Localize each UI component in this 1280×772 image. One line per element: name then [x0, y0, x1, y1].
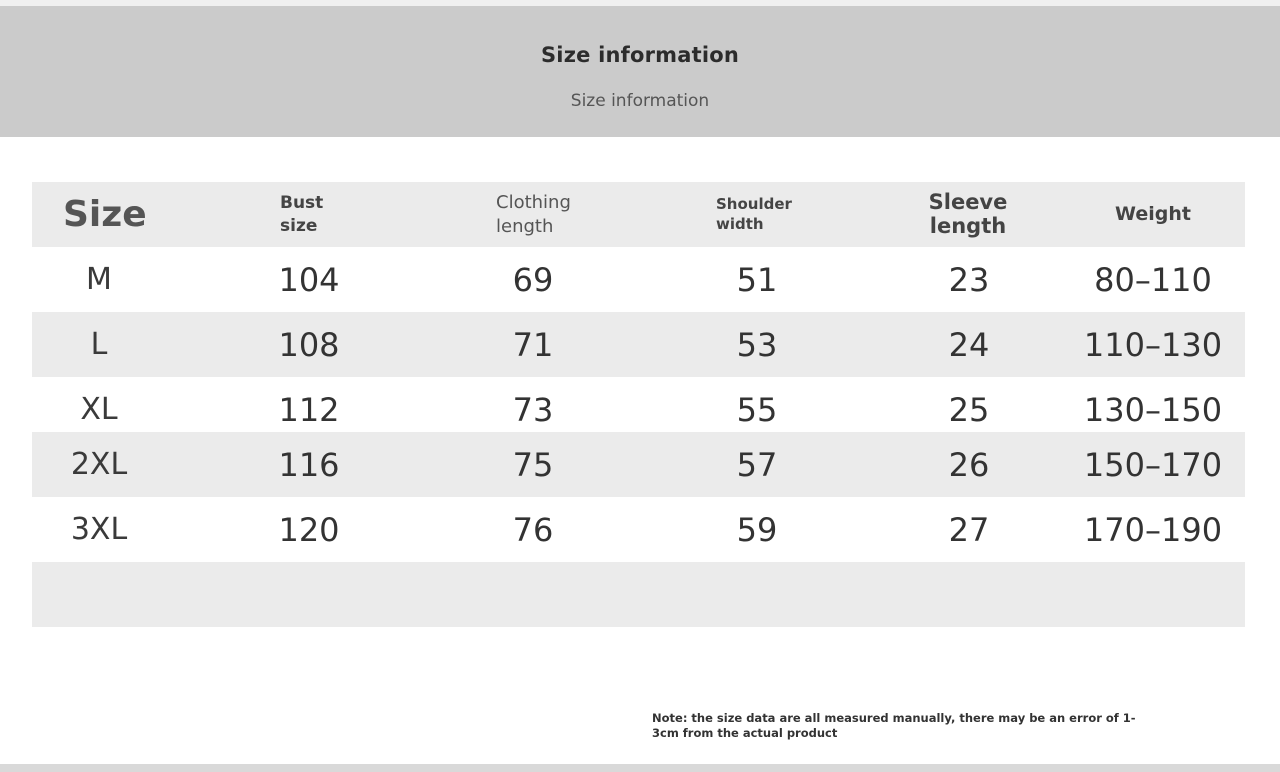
footnote: Note: the size data are all measured manually, there may be an error of 1-3cm from the actual product: [652, 711, 1136, 740]
table-row: [32, 247, 1245, 312]
col-header-shoulder-line2: width: [716, 214, 764, 233]
col-header-bust-line2: size: [280, 215, 318, 236]
table-row: [32, 497, 1245, 562]
col-header-sleeve: [908, 182, 1028, 247]
bottom-edge: [0, 764, 1280, 772]
cell-size: 2XL: [70, 447, 128, 482]
cell-clothing-length: 76: [512, 510, 554, 549]
cell-clothing-length: 75: [512, 445, 554, 484]
col-header-clothing-line1: Clothing: [496, 192, 571, 214]
col-header-clothing: [496, 182, 636, 247]
header-band: [0, 6, 1280, 137]
cell-size: 3XL: [70, 512, 128, 547]
cell-size: L: [90, 327, 108, 362]
table-row: [32, 432, 1245, 497]
cell-shoulder-width: 59: [736, 510, 778, 549]
cell-weight: 130–150: [1083, 390, 1223, 429]
cell-shoulder-width: 51: [736, 260, 778, 299]
page-subtitle: Size information: [570, 91, 710, 111]
col-header-shoulder-line1: Shoulder: [716, 195, 792, 213]
col-header-size: Size: [63, 194, 147, 235]
cell-clothing-length: 69: [512, 260, 554, 299]
size-table: [32, 182, 1245, 627]
cell-weight: 110–130: [1083, 325, 1223, 364]
page-title: Size information: [540, 43, 740, 67]
cell-bust: 112: [278, 390, 340, 429]
cell-sleeve-length: 26: [948, 445, 990, 484]
empty-table-row: [32, 562, 1245, 627]
cell-weight: 80–110: [1094, 260, 1212, 299]
cell-sleeve-length: 23: [948, 260, 990, 299]
table-row: [32, 312, 1245, 377]
cell-sleeve-length: 25: [948, 390, 990, 429]
col-header-weight: Weight: [1115, 203, 1191, 226]
col-header-bust-line1: Bust: [280, 193, 324, 214]
cell-size: M: [86, 262, 112, 297]
cell-shoulder-width: 55: [736, 390, 778, 429]
cell-size: XL: [80, 392, 118, 427]
cell-weight: 170–190: [1083, 510, 1223, 549]
col-header-sleeve-line2: length: [929, 213, 1007, 238]
cell-bust: 116: [278, 445, 340, 484]
cell-bust: 104: [278, 260, 340, 299]
cell-bust: 108: [278, 325, 340, 364]
cell-bust: 120: [278, 510, 340, 549]
cell-sleeve-length: 24: [948, 325, 990, 364]
col-header-sleeve-line1: Sleeve: [928, 190, 1008, 215]
col-header-clothing-line2: length: [496, 215, 554, 237]
cell-clothing-length: 73: [512, 390, 554, 429]
cell-shoulder-width: 53: [736, 325, 778, 364]
table-header-row: [32, 182, 1245, 247]
cell-weight: 150–170: [1083, 445, 1223, 484]
col-header-shoulder: [716, 182, 856, 247]
col-header-bust: [280, 182, 400, 247]
cell-clothing-length: 71: [512, 325, 554, 364]
cell-sleeve-length: 27: [948, 510, 990, 549]
cell-shoulder-width: 57: [736, 445, 778, 484]
